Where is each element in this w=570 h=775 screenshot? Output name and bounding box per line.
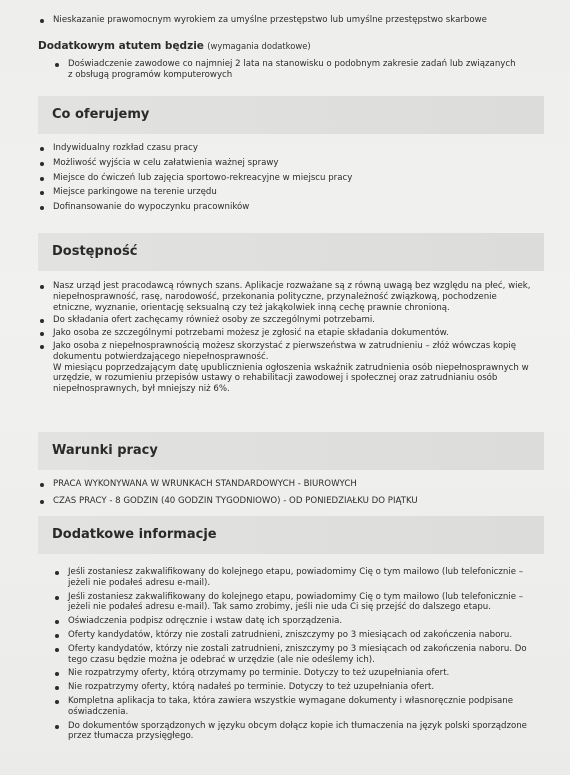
extra-requirements-list [68, 59, 518, 81]
list-item: Oferty kandydatów, którzy nie zostali zatrudnieni, zniszczymy po 3 miesiącach od zakończenia naboru. Do tego czasu będzie można je odebrać w urzędzie (ale nie odeślemy ich). [68, 644, 540, 666]
list-item: Indywidualny rozkład czasu pracy [53, 143, 533, 154]
offer-list [53, 143, 533, 217]
list-item: CZAS PRACY - 8 GODZIN (40 GODZIN TYGODNIOWO) - OD PONIEDZIAŁKU DO PIĄTKU [53, 496, 533, 507]
section-title: Dostępność [52, 244, 138, 259]
bullet-icon [40, 162, 44, 166]
list-item: Oferty kandydatów, którzy nie zostali zatrudnieni, zniszczymy po 3 miesiącach od zakończenia naboru. [68, 630, 540, 641]
bullet-icon [40, 191, 44, 195]
list-item: Nie rozpatrzymy oferty, którą otrzymamy po terminie. Dotyczy to też uzupełniania ofert. [68, 668, 540, 679]
list-item: Oświadczenia podpisz odręcznie i wstaw datę ich sporządzenia. [68, 616, 540, 627]
section-title: Warunki pracy [52, 443, 158, 458]
section-header-offer [38, 96, 544, 134]
bullet-icon [55, 63, 59, 67]
list-item: Nieskazanie prawomocnym wyrokiem za umyślne przestępstwo lub umyślne przestępstwo skarbowe [53, 15, 553, 26]
list-item: Jako osoba ze szczególnymi potrzebami możesz je zgłosić na etapie składania dokumentów. [53, 328, 531, 339]
list-item: Nasz urząd jest pracodawcą równych szans. Aplikacje rozważane są z równą uwagą bez względu na płeć, wiek, niepełnosprawność, rasę, narodowość, przekonania polityczne, przynależność związkową, pochodzenie etniczne, wyznanie, orientację seksualną czy też jakąkolwiek inną cechę prawnie chronioną. [53, 281, 531, 313]
bullet-icon [40, 206, 44, 210]
bullet-icon [40, 332, 44, 336]
bullet-icon [55, 596, 59, 600]
bullet-icon [55, 634, 59, 638]
list-item: PRACA WYKONYWANA W WRUNKACH STANDARDOWYCH - BIUROWYCH [53, 479, 533, 490]
bullet-icon [40, 19, 44, 23]
bullet-icon [40, 177, 44, 181]
requirements-list [53, 15, 553, 26]
availability-list [53, 281, 531, 397]
additional-list [68, 567, 540, 745]
section-header-additional [38, 516, 544, 554]
list-item: Dofinansowanie do wypoczynku pracowników [53, 202, 533, 213]
bullet-icon [40, 483, 44, 487]
bullet-icon [55, 571, 59, 575]
list-item: Jako osoba z niepełnosprawnością możesz skorzystać z pierwszeństwa w zatrudnieniu – złóż wówczas kopię dokumentu potwierdzającego niepełnosprawność. [53, 341, 531, 363]
list-item: Kompletna aplikacja to taka, która zawiera wszystkie wymagane dokumenty i własnoręcznie podpisane oświadczenia. [68, 696, 540, 718]
bullet-icon [55, 700, 59, 704]
list-item: Miejsce do ćwiczeń lub zajęcia sportowo-rekreacyjne w miejscu pracy [53, 173, 533, 184]
bullet-icon [55, 672, 59, 676]
bullet-icon [40, 319, 44, 323]
extra-requirements-heading: Dodatkowym atutem będzie (wymagania dodatkowe) [38, 40, 311, 52]
bullet-icon [40, 500, 44, 504]
list-item: Możliwość wyjścia w celu załatwienia ważnej sprawy [53, 158, 533, 169]
list-item: Doświadczenie zawodowe co najmniej 2 lata na stanowisku o podobnym zakresie zadań lub związanych z obsługą programów komputerowych [68, 59, 518, 81]
list-item: Miejsce parkingowe na terenie urzędu [53, 187, 533, 198]
bullet-icon [55, 725, 59, 729]
section-title: Co oferujemy [52, 107, 150, 122]
list-item: Nie rozpatrzymy oferty, którą nadałeś po terminie. Dotyczy to też uzupełniania ofert. [68, 682, 540, 693]
bullet-icon [55, 686, 59, 690]
section-header-availability [38, 233, 544, 271]
list-item: Jeśli zostaniesz zakwalifikowany do kolejnego etapu, powiadomimy Cię o tym mailowo (lub telefonicznie – jeżeli nie podałeś adresu e-mail). Tak samo zrobimy, jeśli nie uda Ci się przejść do dalszego etapu. [68, 592, 540, 614]
list-item: Jeśli zostaniesz zakwalifikowany do kolejnego etapu, powiadomimy Cię o tym mailowo (lub telefonicznie – jeżeli nie podałeś adresu e-mail). [68, 567, 540, 589]
list-item: W miesiącu poprzedzającym datę upublicznienia ogłoszenia wskaźnik zatrudnienia osób niepełnosprawnych w urzędzie, w rozumieniu przepisów ustawy o rehabilitacji zawodowej i społecznej oraz zatrudnianiu osób niepełnosprawnych, był mniejszy niż 6%. [53, 362, 529, 395]
bullet-icon [40, 285, 44, 289]
bullet-icon [55, 620, 59, 624]
list-item: Do składania ofert zachęcamy również osoby ze szczególnymi potrzebami. [53, 315, 531, 326]
section-header-conditions [38, 432, 544, 470]
bullet-icon [40, 345, 44, 349]
list-item: Do dokumentów sporządzonych w języku obcym dołącz kopie ich tłumaczenia na język polski sporządzone przez tłumacza przysięgłego. [68, 721, 540, 743]
section-title: Dodatkowe informacje [52, 527, 217, 542]
conditions-list [53, 479, 533, 511]
bullet-icon [55, 648, 59, 652]
bullet-icon [40, 147, 44, 151]
